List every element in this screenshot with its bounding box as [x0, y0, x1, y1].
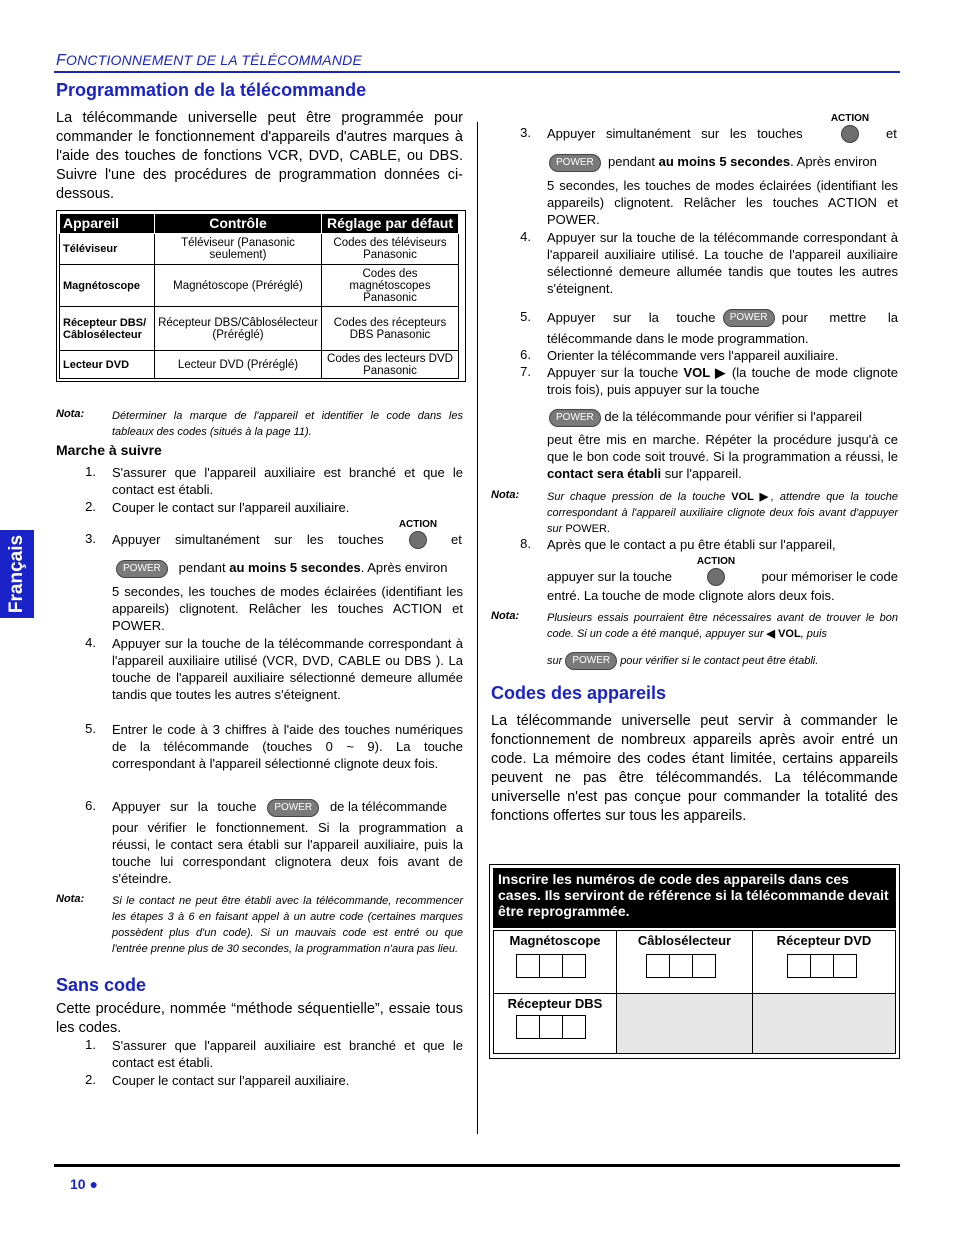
nota-label: Nota: [491, 489, 520, 501]
code-record-box [489, 864, 900, 1059]
nota-text: Sur chaque pression de la touche VOL ▶, attendre que la touche correspondant à l'appareil auxiliaire clignote deux fois avant d'appuyer sur POWER. [547, 491, 898, 535]
step-text: Appuyer sur la touche de la télécommande correspondant à l'appareil auxiliaire utilisé. La touche de l'appareil auxiliaire sélectionné demeure allumée tandis que toutes les autres s'éteignent. [547, 230, 898, 296]
action-button: ACTION [828, 113, 872, 143]
device-table-frame [56, 210, 466, 382]
nota-text: sur POWER pour vérifier si le contact peut être établi. [547, 652, 898, 670]
step-text: Appuyer sur la touche de la télécommande correspondant à l'appareil auxiliaire utilisé (VCR, DVD, CABLE ou DBS ). La touche de l'appareil auxiliaire sélectionné demeure allumée tandis que toutes les autres s'éteignent. [112, 636, 463, 702]
step-number: 1. [85, 1037, 96, 1052]
step-text: Appuyer simultanément sur les touches [547, 126, 803, 141]
step-text-line: POWER pendant au moins 5 secondes. Après environ [549, 153, 899, 172]
step-number: 7. [520, 364, 531, 379]
action-icon [707, 568, 725, 586]
code-cell-label: Récepteur DVD [776, 933, 872, 948]
step-number: 2. [85, 1072, 96, 1087]
code-grid [493, 930, 896, 1054]
code-digit-boxes[interactable] [646, 954, 752, 983]
step-text: appuyer sur la touche [547, 569, 673, 584]
step-text-line: POWER de la télécommande pour vérifier si l'appareil [549, 408, 899, 427]
code-cell-dvd [753, 931, 895, 994]
step-text: S'assurer que l'appareil auxiliaire est branché et que le contact est établi. [112, 465, 463, 497]
step-text: peut être mis en marche. Répéter la procédure jusqu'à ce que le bon code soit trouvé. Si la programmation a réussi, le contact sera établi sur l'appareil. [547, 432, 898, 481]
code-digit-boxes[interactable] [516, 954, 616, 983]
language-tab: Français [0, 530, 34, 618]
page-number: 10 ● [70, 1176, 98, 1192]
step-text: Après que le contact a pu être établi sur l'appareil, [547, 537, 836, 552]
column-divider [477, 122, 478, 1134]
table-cell: Lecteur DVD [60, 351, 155, 379]
step-text: Appuyer simultanément sur les touches [112, 532, 384, 547]
code-cell-label: Magnétoscope [509, 933, 601, 948]
code-cell-empty [617, 994, 753, 1053]
step-text: S'assurer que l'appareil auxiliaire est branché et que le contact est établi. [112, 1038, 463, 1070]
step-number: 3. [520, 125, 531, 140]
section-heading-programmation: Programmation de la télécommande [56, 80, 367, 100]
code-cell-cable [617, 931, 753, 994]
power-icon: POWER [549, 154, 601, 172]
action-button: ACTION [694, 556, 738, 586]
nota-text: Déterminer la marque de l'appareil et identifier le code dans les tableaux des codes (situés à la page 11). [112, 410, 463, 438]
nota-label: Nota: [56, 408, 85, 420]
step-text: et [886, 126, 897, 141]
step-number: 1. [85, 464, 96, 479]
code-digit-boxes[interactable] [516, 1015, 616, 1044]
power-icon: POWER [116, 560, 168, 578]
codes-paragraph: La télécommande universelle peut servir à commander le fonctionnement de nombreux appareils après avoir entré un code. La mémoire des codes étant limitée, certains appareils peuvent ne pas être télécommandés. La télécommande universelle n'est pas conçue pour commander la totalité des fonctions offertes sur tous les appareils. [491, 713, 898, 824]
section-heading-sans-code: Sans code [56, 975, 147, 995]
table-cell: Téléviseur [60, 234, 155, 265]
device-table [59, 213, 459, 379]
code-cell-empty [753, 994, 895, 1053]
footer-rule [54, 1164, 900, 1167]
table-cell: Magnétoscope (Préréglé) [155, 265, 322, 307]
step-text: 5 secondes, les touches de modes éclairées (identifiant les appareils) clignotent. Relâcher les touches ACTION et POWER. [547, 178, 898, 227]
power-icon: POWER [565, 652, 617, 670]
sans-code-intro: Cette procédure, nommée “méthode séquentielle”, essaie tous les codes. [56, 1001, 463, 1036]
step-number: 5. [85, 721, 96, 736]
step-text: Couper le contact sur l'appareil auxiliaire. [112, 500, 350, 515]
nota-text: Plusieurs essais pourraient être nécessaires avant de trouver le bon code. Si un code a été manqué, appuyer sur ◀ VOL, puis [547, 612, 898, 640]
step-number: 6. [85, 798, 96, 813]
table-cell: Téléviseur (Panasonic seulement) [155, 234, 322, 265]
table-cell: Récepteur DBS/Câblosélecteur (Préréglé) [155, 307, 322, 351]
table-header: Réglage par défaut [322, 214, 459, 234]
code-cell-label: Câblosélecteur [637, 933, 732, 948]
table-cell: Codes des lecteurs DVD Panasonic [322, 351, 459, 379]
code-cell-label: Récepteur DBS [507, 996, 603, 1011]
marche-heading: Marche à suivre [56, 442, 162, 458]
step-number: 4. [520, 229, 531, 244]
step-text: entré. La touche de mode clignote alors deux fois. [547, 588, 835, 603]
step-number: 6. [520, 347, 531, 362]
step-number: 3. [85, 531, 96, 546]
step-text-line: POWER pendant au moins 5 secondes. Après environ [116, 559, 466, 578]
code-cell-dbs [494, 994, 617, 1053]
code-cell-vcr [494, 931, 617, 994]
table-cell: Magnétoscope [60, 265, 155, 307]
step-text: Entrer le code à 3 chiffres à l'aide des touches numériques de la télécommande (touches 0 ~ 9). La touche correspondant à l'appareil sélectionné clignote deux fois. [112, 722, 463, 771]
step-number: 4. [85, 635, 96, 650]
step-text: 5 secondes, les touches de modes éclairées (identifiant les appareils) clignotent. Relâcher les touches ACTION et POWER. [112, 584, 463, 633]
nota-label: Nota: [56, 893, 85, 905]
step-number: 2. [85, 499, 96, 514]
table-cell: Codes des téléviseurs Panasonic [322, 234, 459, 265]
step-text: Couper le contact sur l'appareil auxiliaire. [112, 1073, 350, 1088]
table-cell: Récepteur DBS/ Câblosélecteur [60, 307, 155, 351]
table-cell: Codes des magnétoscopes Panasonic [322, 265, 459, 307]
step-text: télécommande dans le mode programmation. [547, 331, 809, 346]
header-rule [54, 71, 900, 73]
step-text: Orienter la télécommande vers l'appareil auxiliaire. [547, 348, 839, 363]
action-button: ACTION [396, 519, 440, 549]
step-number: 5. [520, 309, 531, 324]
power-icon: POWER [723, 309, 775, 327]
step-text-line: Appuyer sur la touche POWER pour mettre la [547, 310, 898, 325]
step-text: et [451, 532, 462, 547]
power-icon: POWER [267, 799, 319, 817]
nota-text: Si le contact ne peut être établi avec la télécommande, recommencer les étapes 3 à 6 en faisant appel à un autre code (certaines marques possèdent plus d'un code). Si un mauvais code est entré ou que l'entrée prenne plus de 30 secondes, la programmation n'aura pas lieu. [112, 895, 463, 955]
step-text: pour vérifier le fonctionnement. Si la programmation a réussi, le contact sera établi sur l'appareil auxiliaire, puis la touche lui correspondant clignotera deux fois avant de s'éteindre. [112, 820, 463, 886]
step-text: pour mémoriser le code [761, 569, 898, 584]
table-header: Appareil [60, 214, 155, 234]
nota-label: Nota: [491, 610, 520, 622]
step-text: Appuyer sur la touche VOL ▶ (la touche de mode clignote trois fois), puis appuyer sur la touche [547, 365, 898, 397]
code-digit-boxes[interactable] [787, 954, 895, 983]
action-icon [409, 531, 427, 549]
intro-paragraph: La télécommande universelle peut être programmée pour commander le fonctionnement d'appareils d'autres marques à l'aide des touches de fonctions VCR, DVD, CABLE, ou DBS. Suivre l'une des procédures de programmation données ci-dessous. [56, 110, 463, 202]
step-text-line: Appuyer sur la touche POWER de la télécommande [112, 798, 463, 817]
table-header: Contrôle [155, 214, 322, 234]
table-cell: Codes des récepteurs DBS Panasonic [322, 307, 459, 351]
action-icon [841, 125, 859, 143]
section-title: FONCTIONNEMENT DE LA TÉLÉCOMMANDE [56, 52, 363, 69]
power-icon: POWER [549, 409, 601, 427]
section-heading-codes: Codes des appareils [491, 683, 667, 703]
step-number: 8. [520, 536, 531, 551]
table-cell: Lecteur DVD (Préréglé) [155, 351, 322, 379]
code-box-header: Inscrire les numéros de code des appareils dans ces cases. Ils serviront de référence si la télécommande devait être reprogrammée. [493, 868, 896, 928]
